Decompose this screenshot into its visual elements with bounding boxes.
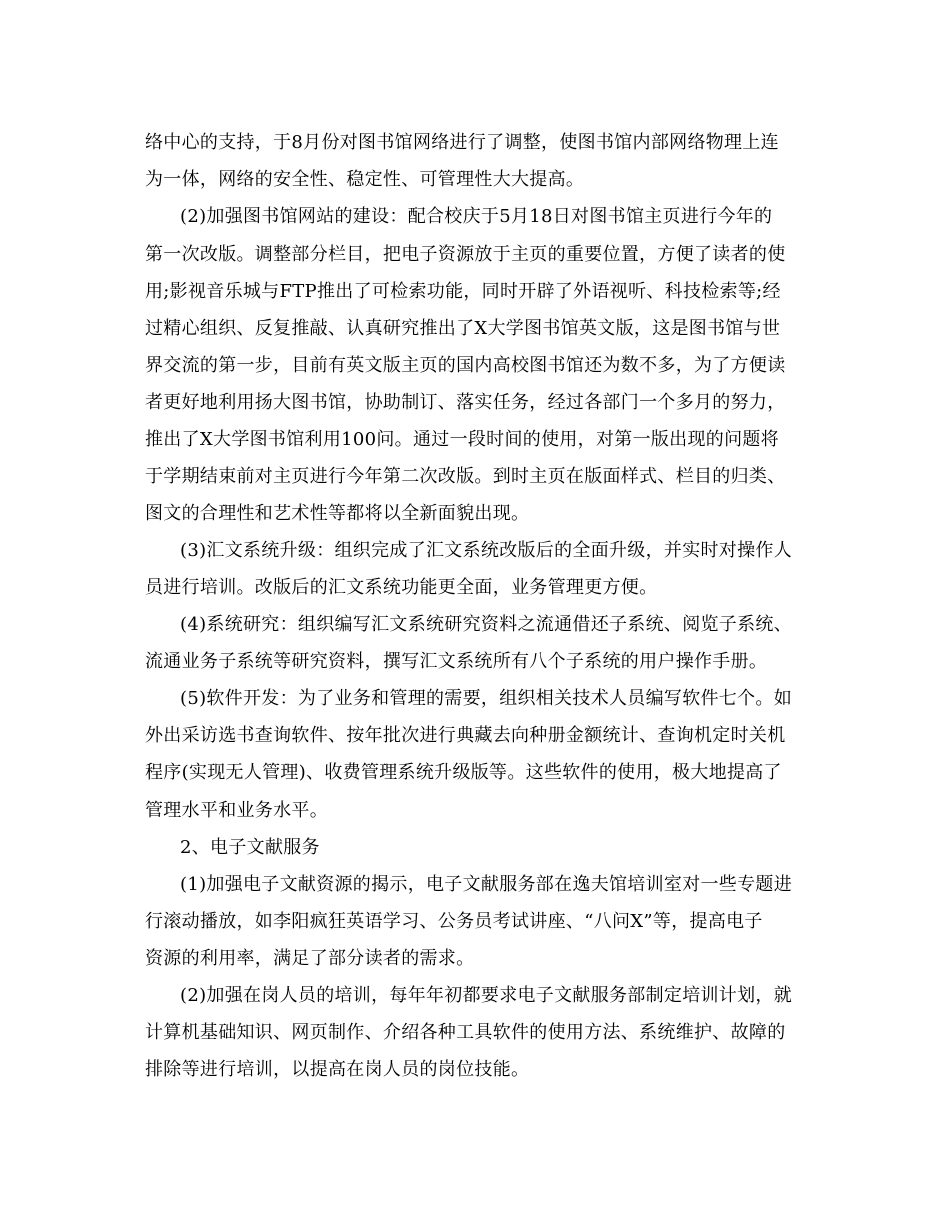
paragraph-start-line: (2)加强在岗人员的培训，每年年初都要求电子文献服务部制定培训计划，就	[180, 985, 792, 1006]
body-text-line: 资源的利用率，满足了部分读者的需求。	[145, 948, 475, 969]
body-text-line: 外出采访选书查询软件、按年批次进行典藏去向种册金额统计、查询机定时关机	[145, 725, 786, 746]
paragraph-start-line: (2)加强图书馆网站的建设：配合校庆于5月18日对图书馆主页进行今年的	[180, 206, 773, 227]
body-text-line: 管理水平和业务水平。	[145, 800, 328, 821]
body-text-line: 行滚动播放，如李阳疯狂英语学习、公务员考试讲座、“八问X”等，提高电子	[145, 911, 763, 932]
body-text-line: 员进行培训。改版后的汇文系统功能更全面，业务管理更方便。	[145, 577, 658, 598]
body-text-line: 图文的合理性和艺术性等都将以全新面貌出现。	[145, 503, 530, 524]
paragraph-start-line: (5)软件开发：为了业务和管理的需要，组织相关技术人员编写软件七个。如	[180, 688, 792, 709]
body-text-line: 界交流的第一步，目前有英文版主页的国内高校图书馆还为数不多，为了方便读	[145, 355, 786, 376]
body-text-line: 过精心组织、反复推敲、认真研究推出了X大学图书馆英文版，这是图书馆与世	[145, 318, 781, 339]
body-text-line: 第一次改版。调整部分栏目，把电子资源放于主页的重要位置，方便了读者的使	[145, 244, 786, 265]
paragraph-start-line: (4)系统研究：组织编写汇文系统研究资料之流通借还子系统、阅览子系统、	[180, 614, 792, 635]
body-text-line: 络中心的支持，于8月份对图书馆网络进行了调整，使图书馆内部网络物理上连	[145, 132, 779, 153]
body-text-line: 排除等进行培训，以提高在岗人员的岗位技能。	[145, 1059, 530, 1080]
body-text-line: 用;影视音乐城与FTP推出了可检索功能，同时开辟了外语视听、科技检索等;经	[145, 281, 781, 302]
paragraph-start-line: (3)汇文系统升级：组织完成了汇文系统改版后的全面升级，并实时对操作人	[180, 540, 792, 561]
section-heading: 2、电子文献服务	[180, 837, 320, 858]
body-text-line: 流通业务子系统等研究资料，撰写汇文系统所有八个子系统的用户操作手册。	[145, 651, 768, 672]
body-text-line: 于学期结束前对主页进行今年第二次改版。到时主页在版面样式、栏目的归类、	[145, 466, 786, 487]
body-text-line: 推出了X大学图书馆利用100问。通过一段时间的使用，对第一版出现的问题将	[145, 429, 779, 450]
body-text-line: 为一体，网络的安全性、稳定性、可管理性大大提高。	[145, 169, 585, 190]
paragraph-start-line: (1)加强电子文献资源的揭示，电子文献服务部在逸夫馆培训室对一些专题进	[180, 874, 792, 895]
body-text-line: 计算机基础知识、网页制作、介绍各种工具软件的使用方法、系统维护、故障的	[145, 1022, 786, 1043]
body-text-line: 程序(实现无人管理)、收费管理系统升级版等。这些软件的使用，极大地提高了	[145, 762, 782, 783]
body-text-line: 者更好地利用扬大图书馆，协助制订、落实任务，经过各部门一个多月的努力，	[145, 392, 786, 413]
